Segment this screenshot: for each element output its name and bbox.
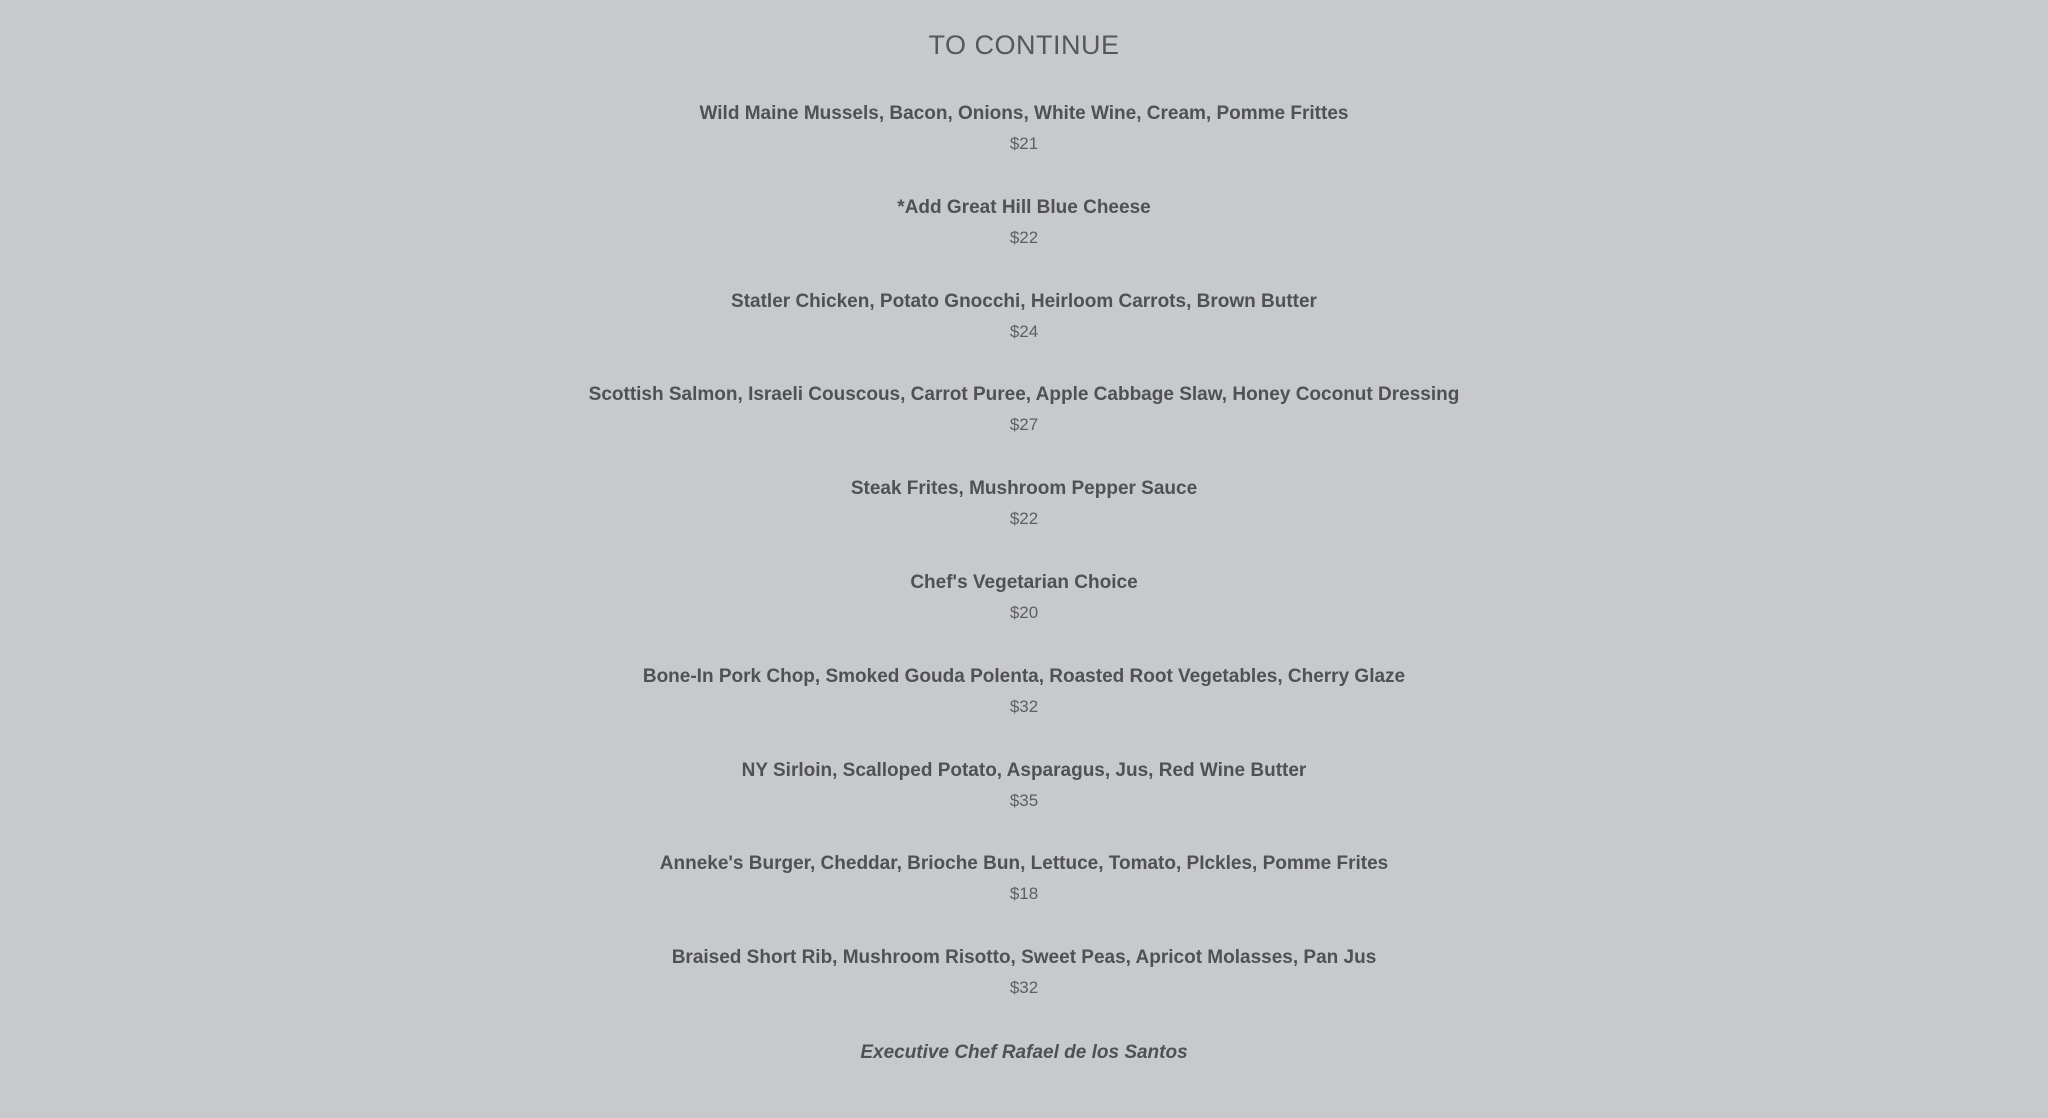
menu-item-price: $18 bbox=[1009, 884, 1039, 904]
chef-credit: Executive Chef Rafael de los Santos bbox=[860, 1041, 1188, 1063]
menu-item-price: $27 bbox=[1009, 415, 1039, 435]
menu-item bbox=[0, 383, 2048, 477]
menu-item-price: $32 bbox=[1009, 978, 1039, 998]
menu-item-name: Braised Short Rib, Mushroom Risotto, Sweet Peas, Apricot Molasses, Pan Jus bbox=[671, 947, 1377, 969]
menu-item bbox=[0, 665, 2048, 759]
menu-item-name: Anneke's Burger, Cheddar, Brioche Bun, Lettuce, Tomato, PIckles, Pomme Frites bbox=[659, 853, 1389, 875]
menu-item bbox=[0, 759, 2048, 853]
menu-item-price: $21 bbox=[1009, 134, 1039, 153]
menu-item-name: Statler Chicken, Potato Gnocchi, Heirloom Carrots, Brown Butter bbox=[731, 290, 1317, 312]
menu-item-price: $20 bbox=[1009, 602, 1039, 622]
section-title: TO CONTINUE bbox=[928, 30, 1120, 60]
menu-item-price: $32 bbox=[1009, 696, 1039, 716]
menu-item-name: NY Sirloin, Scalloped Potato, Asparagus, Jus, Red Wine Butter bbox=[741, 759, 1307, 781]
menu-item-name: Scottish Salmon, Israeli Couscous, Carrot Puree, Apple Cabbage Slaw, Honey Coconut Dressing bbox=[588, 384, 1460, 406]
menu-item bbox=[0, 571, 2048, 665]
menu-item bbox=[0, 852, 2048, 946]
menu-item-price: $35 bbox=[1009, 790, 1039, 810]
menu-item-price: $22 bbox=[1009, 227, 1039, 247]
menu-item-name: Chef's Vegetarian Choice bbox=[910, 571, 1138, 593]
menu-item-price: $24 bbox=[1009, 321, 1039, 341]
menu-item-name: *Add Great Hill Blue Cheese bbox=[897, 196, 1151, 218]
menu-item-price: $22 bbox=[1009, 509, 1039, 529]
menu-item bbox=[0, 477, 2048, 571]
menu-item-name: Bone-In Pork Chop, Smoked Gouda Polenta, Roasted Root Vegetables, Cherry Glaze bbox=[642, 665, 1406, 687]
menu-item bbox=[0, 102, 2048, 196]
menu-item bbox=[0, 946, 2048, 1040]
menu-item bbox=[0, 290, 2048, 384]
menu-item-name: Steak Frites, Mushroom Pepper Sauce bbox=[850, 478, 1198, 500]
menu-item bbox=[0, 196, 2048, 290]
menu-item-name: Wild Maine Mussels, Bacon, Onions, White Wine, Cream, Pomme Frittes bbox=[699, 103, 1349, 124]
menu-items-list bbox=[0, 102, 2048, 1040]
